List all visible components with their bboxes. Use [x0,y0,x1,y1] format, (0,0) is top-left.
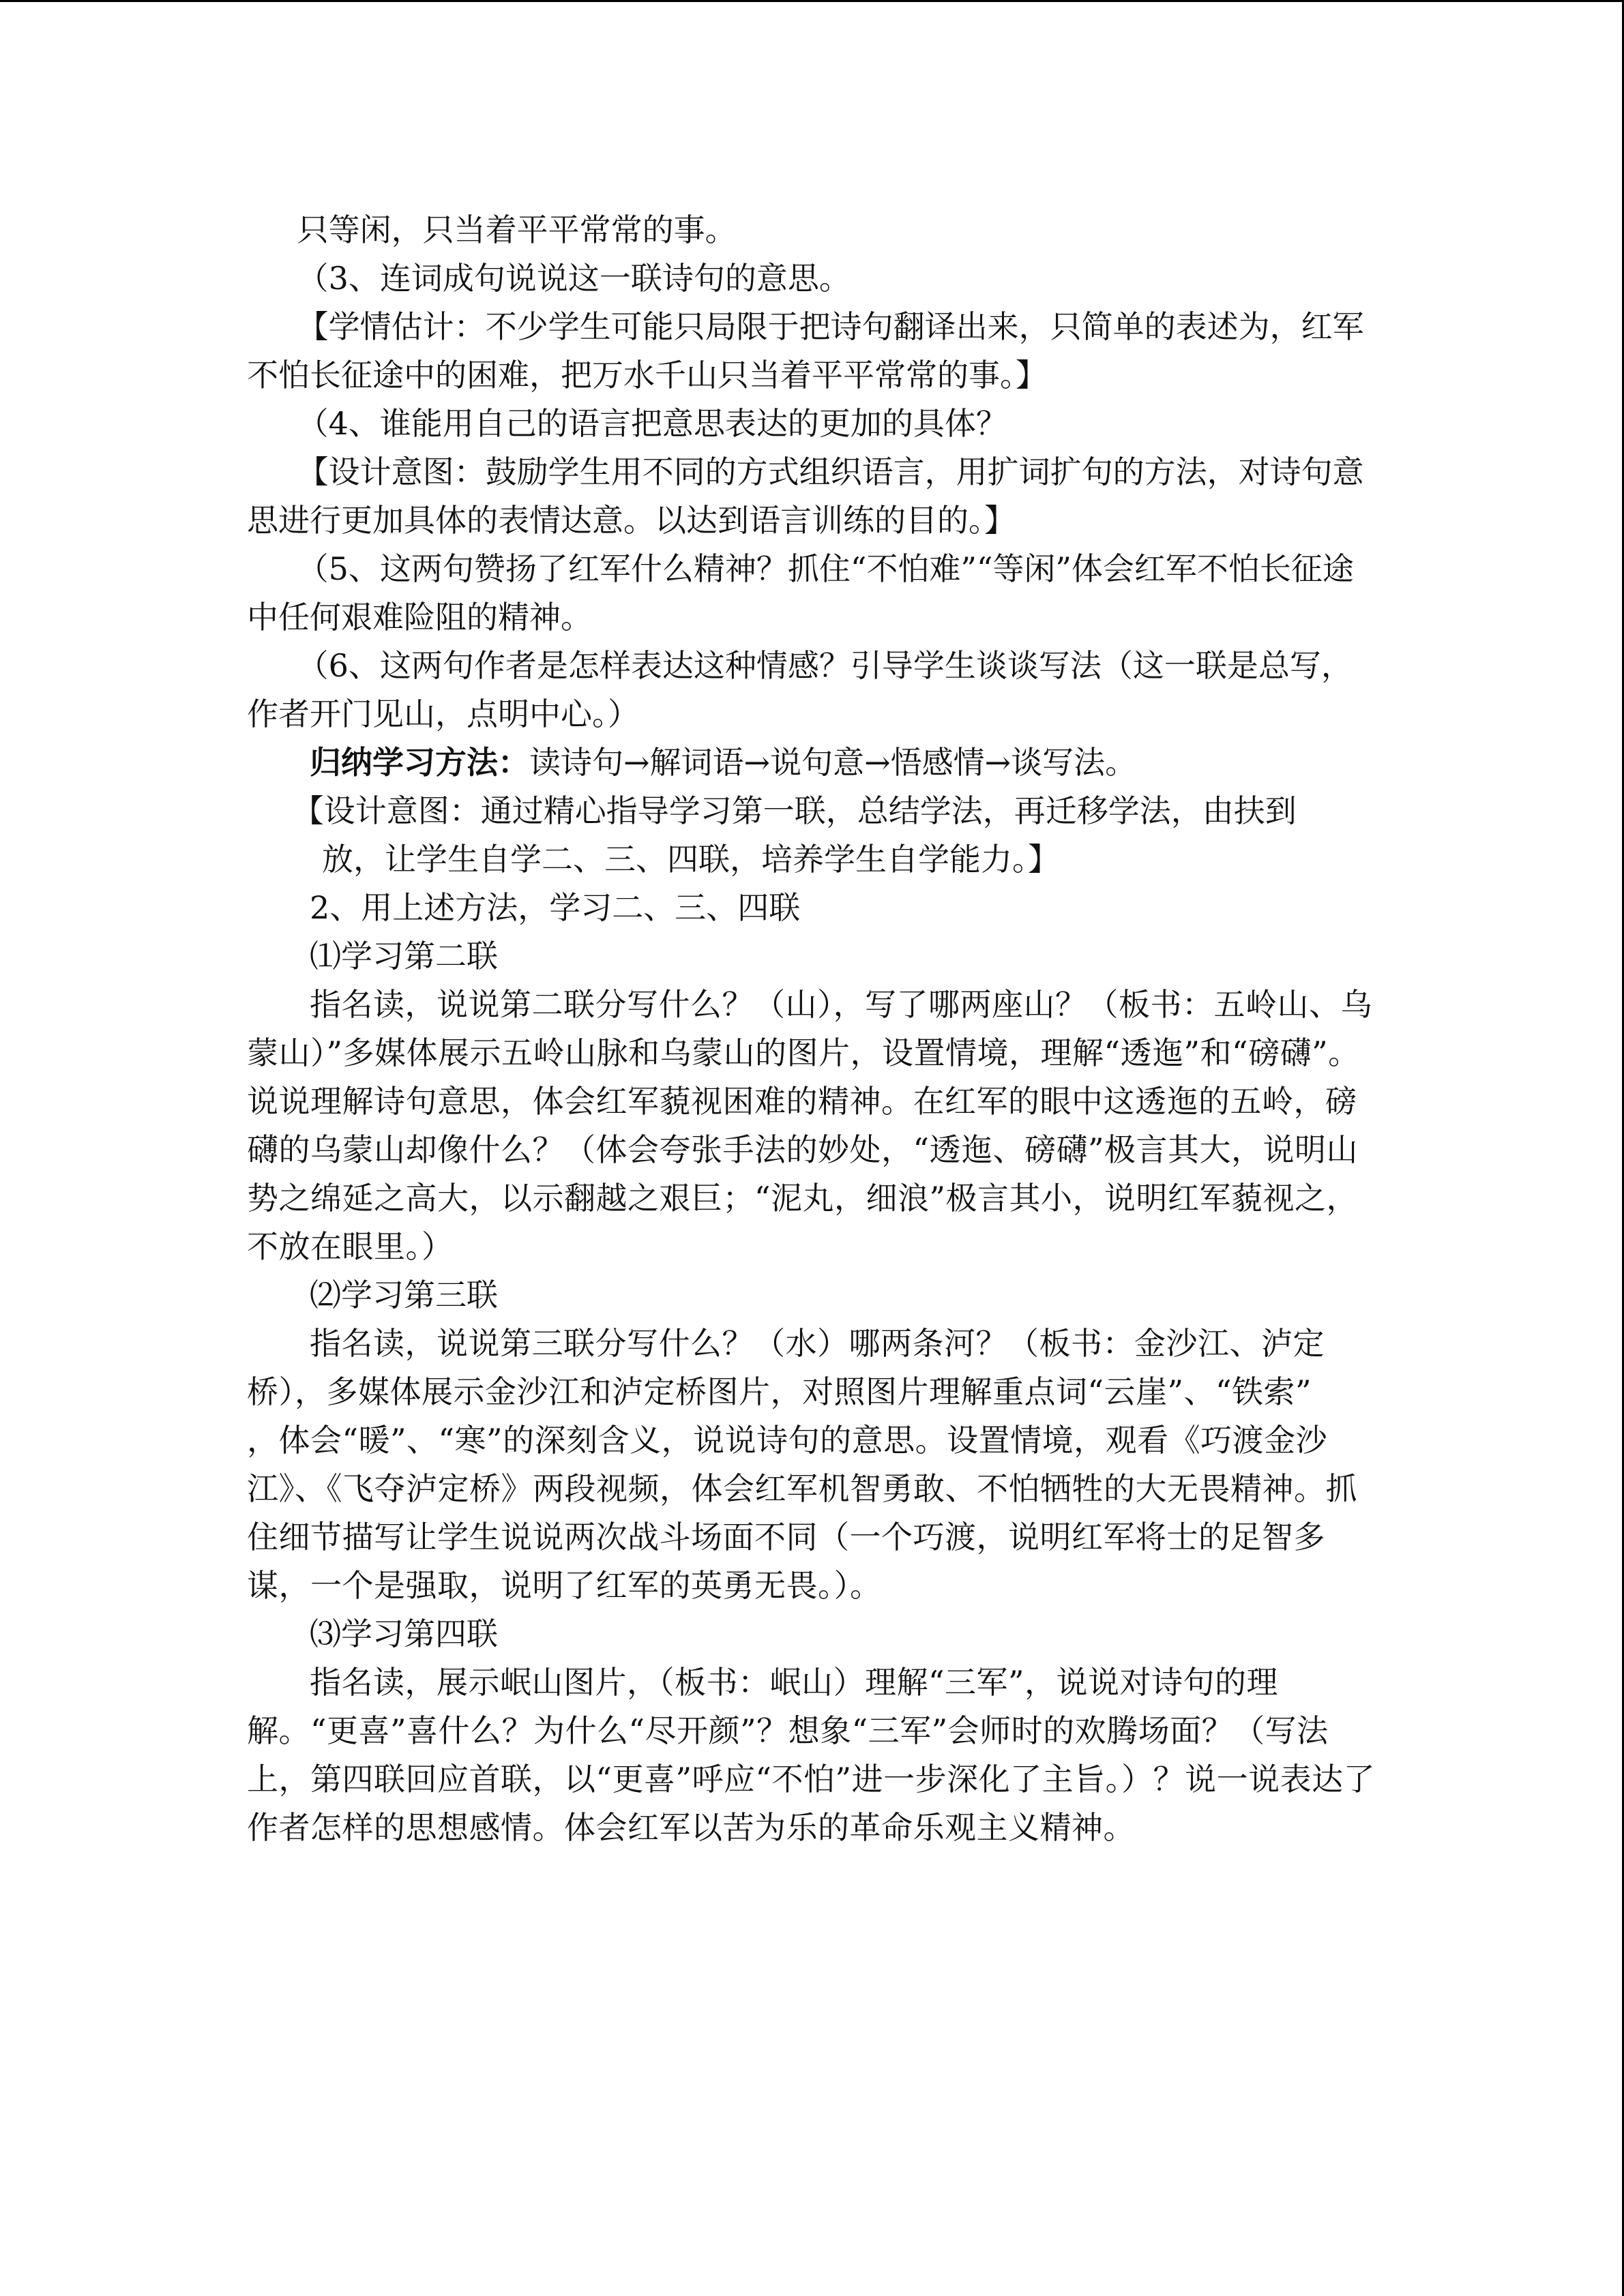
paragraph-16: 指名读，展示岷山图片，（板书：岷山）理解“三军”，说说对诗句的理解。“更喜”喜什么？为什么“尽开颜”？想象“三军”会师时的欢腾场面？（写法上，第四联回应首联，以“更喜”呼应“不怕”进一步深化了主旨。）？说一说表达了作者怎样的思想感情。体会红军以苦为乐的革命乐观主义精神。 [247,1664,1376,1846]
paragraph-5: 【设计意图：鼓励学生用不同的方式组织语言，用扩词扩句的方法，对诗句意思进行更加具体的表情达意。以达到语言训练的目的。】 [247,453,1364,539]
paragraph-1: 只等闲，只当着平平常常的事。 [297,211,737,248]
paragraph-3: 【学情估计：不少学生可能只局限于把诗句翻译出来，只简单的表述为，红军不怕长征途中的困难，把万水千山只当着平平常常的事。】 [247,308,1364,393]
design-intent-line-2: 放，让学生自学二、三、四联，培养学生自学能力。】 [322,841,1059,878]
paragraph-8 [247,739,1379,787]
paragraph-11: ⑴学习第二联 [310,938,498,974]
paragraph-14: 指名读，说说第三联分写什么？（水）哪两条河？（板书：金沙江、泸定桥），多媒体展示金沙江和泸定桥图片，对照图片理解重点词“云崖”、“铁索” ，体会“暖”、“寒”的深刻含义，说说诗句的意思。设置情境，观看《巧渡金沙江》、《飞夺泸定桥》两段视频，体会红军机智勇敢、不怕牺牲的大无畏精神。抓住细节描写让学生说说两次战斗场面不同（一个巧渡，说明红军将士的足智多谋，一个是强取，说明了红军的英勇无畏。）。 [247,1325,1376,1604]
paragraph-4: （4、谁能用自己的语言把意思表达的更加的具体？ [297,405,1007,442]
paragraph-15: ⑶学习第四联 [310,1615,498,1652]
document-page [247,206,1379,1852]
paragraph-9 [247,787,1379,884]
paragraph-6: （5、这两句赞扬了红军什么精神？抓住“不怕难”“等闲”体会红军不怕长征途中任何艰难险阻的精神。 [247,550,1354,636]
paragraph-10: 2、用上述方法，学习二、三、四联 [310,889,801,926]
paragraph-7: （6、这两句作者是怎样表达这种情感？引导学生谈谈写法（这一联是总写，作者开门见山，点明中心。） [247,647,1353,732]
paragraph-13: ⑵学习第三联 [310,1277,498,1313]
method-label: 归纳学习方法： [310,744,529,781]
design-intent-line-1: 【设计意图：通过精心指导学习第一联，总结学法，再迁移学法，由扶到 [292,792,1297,829]
page-border-top [0,0,1624,2]
paragraph-2: （3、连词成句说说这一联诗句的意思。 [297,260,851,297]
method-text: 读诗句→解词语→说句意→悟感情→谈写法。 [529,744,1137,781]
paragraph-12: 指名读，说说第二联分写什么？（山），写了哪两座山？（板书：五岭山、乌蒙山）”多媒体展示五岭山脉和乌蒙山的图片，设置情境，理解“透迤”和“磅礴”。 说说理解诗句意思，体会红军藐视困难的精神。在红军的眼中这透迤的五岭，磅礴的乌蒙山却像什么？（体会夸张手法的妙处，“透迤、磅礴”极言其大，说明山势之绵延之高大，以示翻越之艰巨；“泥丸，细浪”极言其小，说明红军藐视之，不放在眼里。） [247,986,1372,1265]
